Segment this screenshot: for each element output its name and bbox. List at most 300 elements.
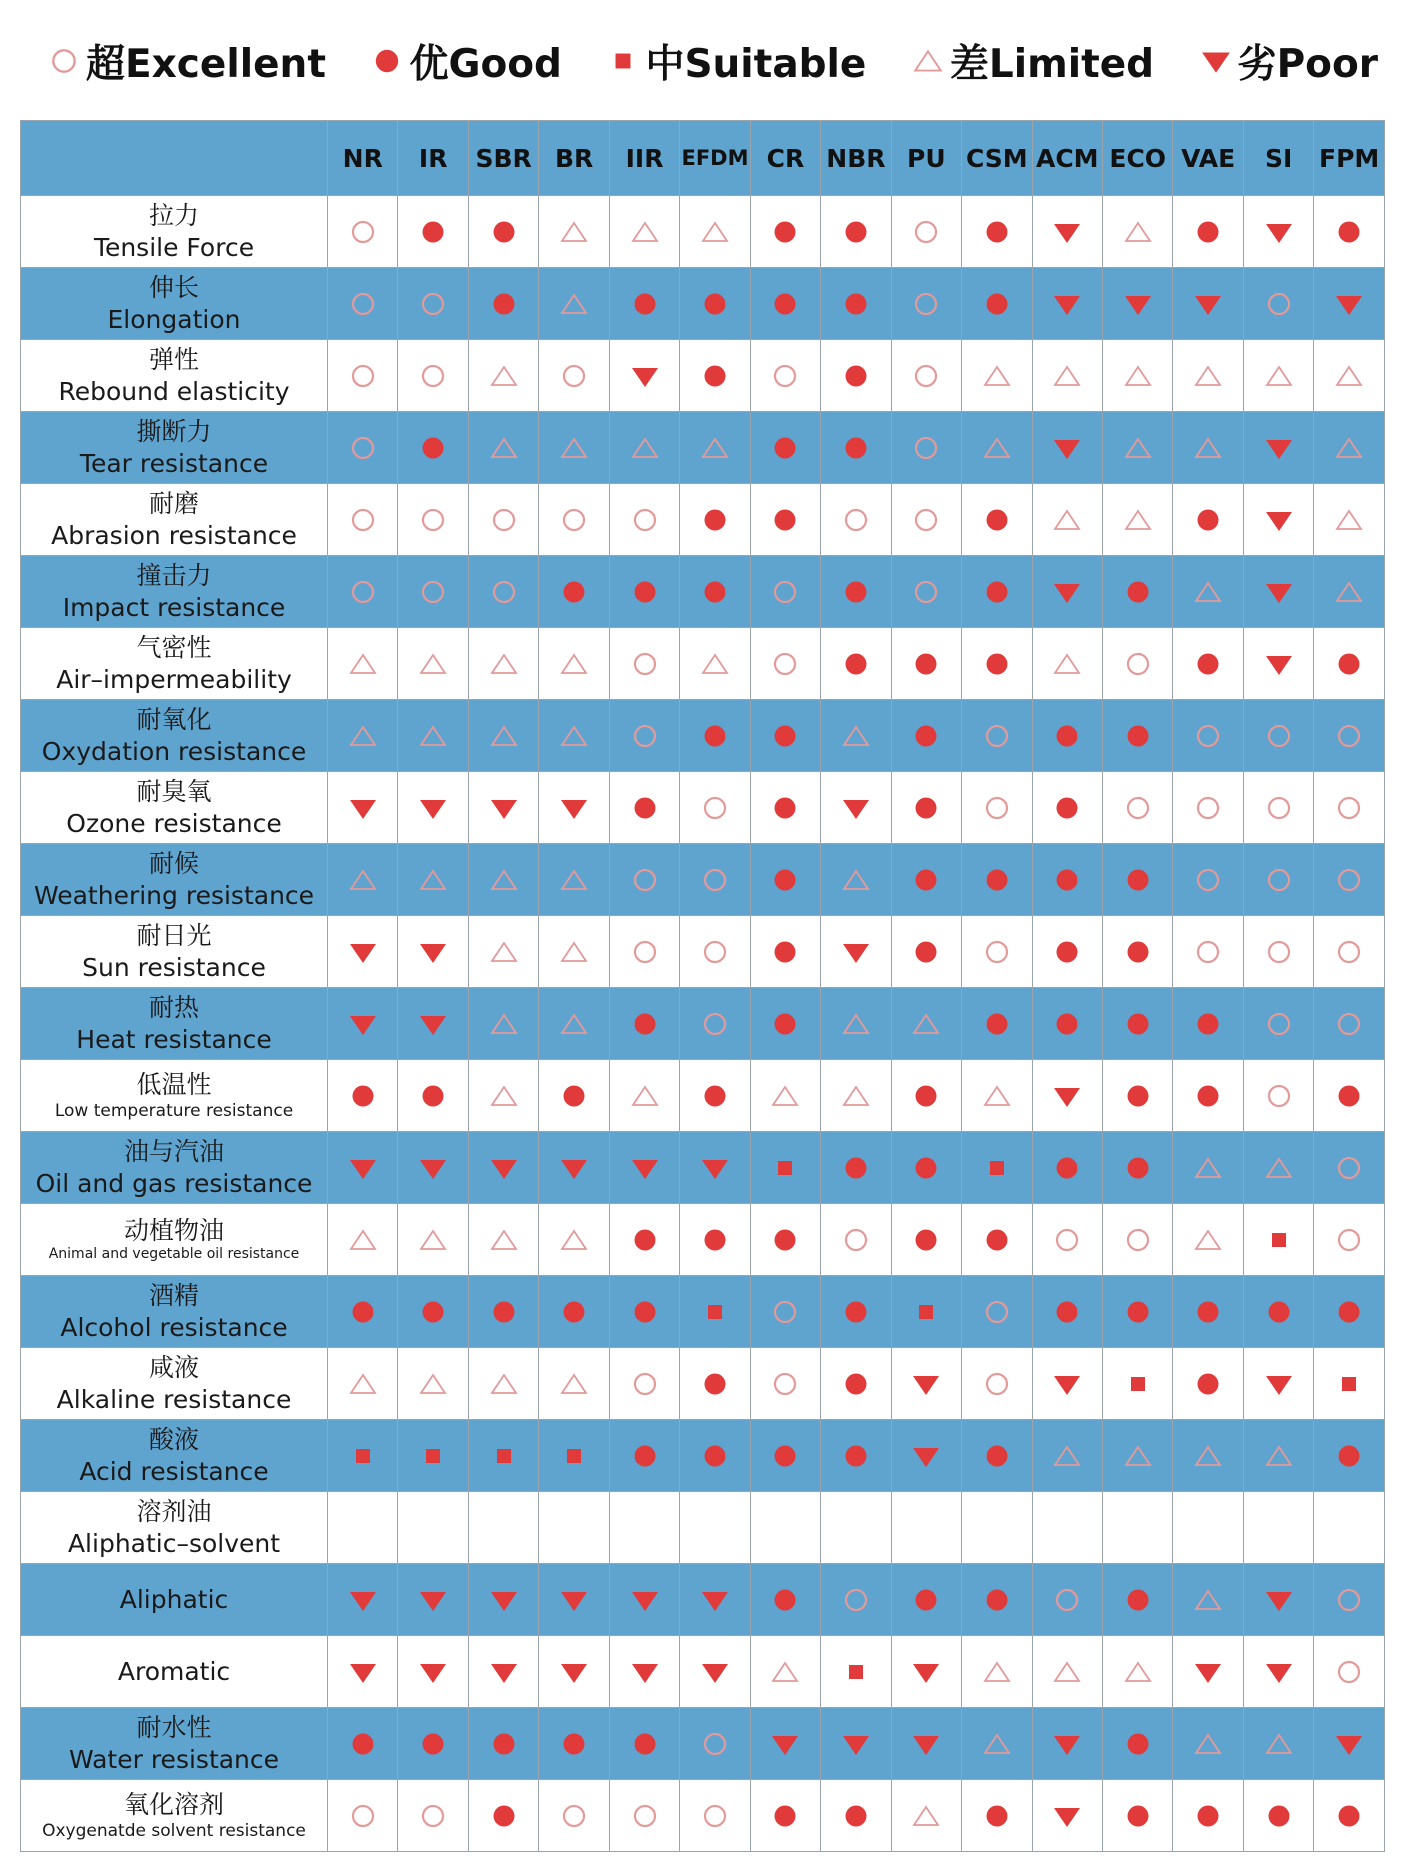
excellent-symbol-icon xyxy=(630,937,660,967)
good-symbol-icon xyxy=(700,721,730,751)
limited-symbol-icon xyxy=(911,1009,941,1039)
rating-cell xyxy=(891,484,961,556)
table-header-row xyxy=(21,121,1385,196)
property-name-cn: 撕断力 xyxy=(136,417,212,447)
good-symbol-icon xyxy=(418,433,448,463)
poor-symbol-icon xyxy=(1052,1081,1082,1111)
poor-symbol-icon xyxy=(418,937,448,967)
rating-cell xyxy=(1032,1204,1102,1276)
excellent-symbol-icon xyxy=(770,361,800,391)
poor-symbol-icon xyxy=(348,1009,378,1039)
excellent-symbol-icon xyxy=(1264,1009,1294,1039)
excellent-symbol-icon xyxy=(1334,1153,1364,1183)
poor-symbol-icon xyxy=(559,1153,589,1183)
rating-cell xyxy=(962,1420,1032,1492)
good-symbol-icon xyxy=(1123,1081,1153,1111)
limited-symbol-icon xyxy=(418,865,448,895)
good-symbol-icon xyxy=(841,1153,871,1183)
excellent-symbol-icon xyxy=(559,1801,589,1831)
excellent-symbol-icon xyxy=(911,217,941,247)
rating-cell xyxy=(539,484,609,556)
column-header-acm: ACM xyxy=(1032,121,1102,196)
good-symbol-icon xyxy=(1334,1801,1364,1831)
property-label-cell xyxy=(21,1060,328,1132)
excellent-symbol-icon xyxy=(841,1225,871,1255)
rating-cell xyxy=(539,1420,609,1492)
good-symbol-icon xyxy=(841,289,871,319)
property-label-cell xyxy=(21,1636,328,1708)
good-symbol-icon xyxy=(841,433,871,463)
good-symbol-icon xyxy=(1193,1081,1223,1111)
property-label-cell xyxy=(21,1780,328,1852)
good-symbol-icon xyxy=(1334,217,1364,247)
rating-cell xyxy=(962,1060,1032,1132)
good-symbol-icon xyxy=(1123,1729,1153,1759)
excellent-symbol-icon xyxy=(770,577,800,607)
excellent-symbol-icon xyxy=(770,649,800,679)
rating-cell xyxy=(398,772,468,844)
rating-cell xyxy=(821,1276,891,1348)
limited-symbol-icon xyxy=(1193,1729,1223,1759)
rating-cell xyxy=(1314,1132,1385,1204)
legend-label: 劣Poor xyxy=(1237,42,1378,87)
property-name-en: Ozone resistance xyxy=(66,808,282,838)
table-row xyxy=(21,772,1385,844)
rating-cell xyxy=(891,1636,961,1708)
rating-cell xyxy=(539,988,609,1060)
excellent-symbol-icon xyxy=(1264,1081,1294,1111)
rating-cell xyxy=(680,1780,750,1852)
excellent-symbol-icon xyxy=(700,1729,730,1759)
property-label-cell xyxy=(21,1708,328,1780)
rating-cell xyxy=(609,700,679,772)
rating-cell xyxy=(609,1348,679,1420)
excellent-symbol-icon xyxy=(911,433,941,463)
limited-symbol-icon xyxy=(1334,505,1364,535)
rating-cell xyxy=(398,1276,468,1348)
excellent-symbol-icon xyxy=(770,1369,800,1399)
column-header-cr: CR xyxy=(750,121,820,196)
limited-symbol-icon xyxy=(1193,433,1223,463)
rating-cell xyxy=(1314,700,1385,772)
rating-cell xyxy=(609,556,679,628)
rating-cell xyxy=(468,1564,538,1636)
rating-cell xyxy=(750,1132,820,1204)
rating-cell xyxy=(1032,1060,1102,1132)
good-symbol-icon xyxy=(1193,1369,1223,1399)
rating-cell xyxy=(1103,1348,1173,1420)
rating-cell xyxy=(468,268,538,340)
rating-cell xyxy=(1103,700,1173,772)
rating-cell xyxy=(328,268,398,340)
good-symbol-icon xyxy=(911,1153,941,1183)
good-symbol-icon xyxy=(982,1441,1012,1471)
rating-cell xyxy=(609,1780,679,1852)
rating-cell xyxy=(398,844,468,916)
limited-symbol-icon xyxy=(348,865,378,895)
rating-cell xyxy=(539,340,609,412)
rating-cell xyxy=(1314,1276,1385,1348)
rating-cell xyxy=(328,1060,398,1132)
rating-cell xyxy=(609,1276,679,1348)
rating-cell xyxy=(609,628,679,700)
table-row xyxy=(21,1564,1385,1636)
good-symbol-icon xyxy=(700,1369,730,1399)
good-symbol-icon xyxy=(770,433,800,463)
rating-cell xyxy=(680,412,750,484)
rating-cell xyxy=(1314,556,1385,628)
property-label-cell xyxy=(21,412,328,484)
good-symbol-icon xyxy=(1193,1801,1223,1831)
rating-cell xyxy=(680,1420,750,1492)
excellent-symbol-icon xyxy=(982,1369,1012,1399)
rating-cell xyxy=(328,772,398,844)
property-name-en: Impact resistance xyxy=(62,592,286,622)
rating-cell xyxy=(398,1420,468,1492)
rating-cell xyxy=(680,484,750,556)
legend-item-excellent xyxy=(48,33,326,89)
property-name-en: Aliphatic–solvent xyxy=(67,1528,281,1558)
excellent-symbol-icon xyxy=(1264,793,1294,823)
rating-cell xyxy=(1032,268,1102,340)
good-symbol-icon xyxy=(770,1441,800,1471)
rating-cell xyxy=(468,1708,538,1780)
property-label-cell xyxy=(21,1564,328,1636)
good-symbol-icon xyxy=(1123,1009,1153,1039)
suitable-symbol-icon xyxy=(841,1657,871,1687)
property-name-cn: 气密性 xyxy=(136,633,212,663)
rating-cell xyxy=(680,196,750,268)
good-symbol-icon xyxy=(1334,1441,1364,1471)
good-symbol-icon xyxy=(1123,577,1153,607)
legend-label: 超Excellent xyxy=(86,42,326,87)
limited-symbol-icon xyxy=(1334,361,1364,391)
excellent-symbol-icon xyxy=(630,505,660,535)
rating-cell xyxy=(1103,916,1173,988)
rating-cell xyxy=(1032,484,1102,556)
legend xyxy=(48,30,1378,92)
rating-cell xyxy=(328,628,398,700)
rating-cell xyxy=(1103,988,1173,1060)
rating-cell xyxy=(468,844,538,916)
rating-cell xyxy=(1173,988,1243,1060)
good-symbol-icon xyxy=(770,217,800,247)
rating-cell xyxy=(1103,1060,1173,1132)
legend-item-poor xyxy=(1200,33,1378,89)
excellent-symbol-icon xyxy=(770,1297,800,1327)
good-symbol-icon xyxy=(770,937,800,967)
good-symbol-icon xyxy=(630,577,660,607)
rating-cell xyxy=(468,1780,538,1852)
poor-symbol-icon xyxy=(630,1585,660,1615)
rating-cell xyxy=(962,1636,1032,1708)
rating-cell xyxy=(539,196,609,268)
rating-cell xyxy=(821,268,891,340)
rating-cell xyxy=(1314,1780,1385,1852)
rating-cell xyxy=(328,1276,398,1348)
rating-cell xyxy=(891,1204,961,1276)
rating-cell xyxy=(1032,340,1102,412)
rating-cell xyxy=(962,340,1032,412)
table-row xyxy=(21,1132,1385,1204)
rating-cell xyxy=(891,268,961,340)
rating-cell xyxy=(468,916,538,988)
column-header-pu: PU xyxy=(891,121,961,196)
rating-cell xyxy=(1173,1060,1243,1132)
rating-cell xyxy=(1314,916,1385,988)
poor-symbol-icon xyxy=(418,1153,448,1183)
limited-symbol-icon xyxy=(559,649,589,679)
excellent-symbol-icon xyxy=(348,577,378,607)
rating-cell xyxy=(398,628,468,700)
rating-cell xyxy=(539,556,609,628)
property-name-en: Sun resistance xyxy=(82,952,266,982)
rating-cell xyxy=(680,268,750,340)
column-header-si: SI xyxy=(1243,121,1313,196)
rating-cell xyxy=(328,1564,398,1636)
rating-cell xyxy=(468,1276,538,1348)
good-symbol-icon xyxy=(982,865,1012,895)
suitable-symbol-icon xyxy=(982,1153,1012,1183)
good-symbol-icon xyxy=(1334,1081,1364,1111)
rating-cell xyxy=(680,1060,750,1132)
suitable-symbol-icon xyxy=(348,1441,378,1471)
property-name-en: Tear resistance xyxy=(79,448,269,478)
limited-symbol-icon xyxy=(559,433,589,463)
property-name-cn: 低温性 xyxy=(136,1070,212,1100)
rating-cell xyxy=(1243,1636,1313,1708)
rating-cell xyxy=(1314,1492,1385,1564)
good-symbol-icon xyxy=(1334,649,1364,679)
table-row xyxy=(21,484,1385,556)
table-row xyxy=(21,916,1385,988)
rating-cell xyxy=(1173,916,1243,988)
good-symbol-icon xyxy=(911,793,941,823)
poor-symbol-icon xyxy=(630,1153,660,1183)
excellent-symbol-icon xyxy=(1334,793,1364,823)
property-name-cn: 撞击力 xyxy=(136,561,212,591)
poor-symbol-icon xyxy=(1264,577,1294,607)
good-symbol-icon xyxy=(559,1729,589,1759)
rating-cell xyxy=(750,1348,820,1420)
poor-symbol-icon xyxy=(1334,289,1364,319)
rating-cell xyxy=(468,1636,538,1708)
limited-symbol-icon xyxy=(559,1009,589,1039)
excellent-symbol-icon xyxy=(700,937,730,967)
good-symbol-icon xyxy=(630,1297,660,1327)
rating-cell xyxy=(468,556,538,628)
rating-cell xyxy=(1032,916,1102,988)
limited-symbol-icon xyxy=(1052,649,1082,679)
rating-cell xyxy=(962,268,1032,340)
limited-symbol-icon xyxy=(559,289,589,319)
good-symbol-icon xyxy=(982,1225,1012,1255)
limited-symbol-icon xyxy=(1123,1657,1153,1687)
rating-cell xyxy=(680,844,750,916)
rating-cell xyxy=(962,1780,1032,1852)
rating-cell xyxy=(1243,412,1313,484)
rating-cell xyxy=(1243,1564,1313,1636)
rating-cell xyxy=(1103,340,1173,412)
rating-cell xyxy=(680,1132,750,1204)
table-row xyxy=(21,1060,1385,1132)
good-symbol-icon xyxy=(700,577,730,607)
good-symbol-icon xyxy=(1052,937,1082,967)
rating-cell xyxy=(609,1204,679,1276)
rating-cell xyxy=(609,484,679,556)
rating-cell xyxy=(1103,1420,1173,1492)
rating-cell xyxy=(328,1636,398,1708)
suitable-symbol-icon xyxy=(1334,1369,1364,1399)
rating-cell xyxy=(1243,1060,1313,1132)
rating-cell xyxy=(1173,1132,1243,1204)
excellent-symbol-icon xyxy=(418,361,448,391)
rating-cell xyxy=(1173,268,1243,340)
rating-cell xyxy=(1243,268,1313,340)
rating-cell xyxy=(750,1636,820,1708)
rating-cell xyxy=(398,340,468,412)
good-symbol-icon xyxy=(559,1081,589,1111)
limited-symbol-icon xyxy=(1052,1441,1082,1471)
excellent-symbol-icon xyxy=(841,505,871,535)
rating-cell xyxy=(1103,1492,1173,1564)
table-row xyxy=(21,1348,1385,1420)
limited-symbol-icon xyxy=(418,1369,448,1399)
rating-cell xyxy=(962,1492,1032,1564)
rating-cell xyxy=(1243,844,1313,916)
poor-symbol-icon xyxy=(1264,1657,1294,1687)
excellent-symbol-icon xyxy=(982,721,1012,751)
good-symbol-icon xyxy=(770,1585,800,1615)
rating-cell xyxy=(1173,844,1243,916)
rating-cell xyxy=(821,484,891,556)
poor-symbol-icon xyxy=(700,1153,730,1183)
rating-cell xyxy=(962,412,1032,484)
property-name-en: Rebound elasticity xyxy=(58,376,290,406)
excellent-symbol-icon xyxy=(348,289,378,319)
rating-cell xyxy=(468,1060,538,1132)
poor-symbol-icon xyxy=(559,793,589,823)
excellent-symbol-icon xyxy=(348,217,378,247)
rating-cell xyxy=(962,484,1032,556)
rating-cell xyxy=(821,700,891,772)
poor-symbol-icon xyxy=(489,1657,519,1687)
rating-cell xyxy=(468,1492,538,1564)
rating-cell xyxy=(468,1348,538,1420)
excellent-symbol-icon xyxy=(700,865,730,895)
rating-cell xyxy=(962,700,1032,772)
excellent-symbol-icon xyxy=(911,361,941,391)
excellent-symbol-icon xyxy=(418,289,448,319)
excellent-symbol-icon xyxy=(1334,1009,1364,1039)
rating-cell xyxy=(468,628,538,700)
rubber-properties-table xyxy=(20,120,1385,1852)
rating-cell xyxy=(328,1132,398,1204)
good-symbol-icon xyxy=(700,1225,730,1255)
table-row xyxy=(21,412,1385,484)
legend-label: 优Good xyxy=(409,42,562,87)
good-symbol-icon xyxy=(982,577,1012,607)
limited-symbol-icon xyxy=(559,937,589,967)
rating-cell xyxy=(1103,196,1173,268)
limited-symbol-icon xyxy=(841,721,871,751)
limited-symbol-icon xyxy=(982,1081,1012,1111)
rating-cell xyxy=(328,844,398,916)
rating-cell xyxy=(1103,1204,1173,1276)
rating-cell xyxy=(891,1708,961,1780)
column-header-iir: IIR xyxy=(609,121,679,196)
rating-cell xyxy=(398,1204,468,1276)
rating-cell xyxy=(821,988,891,1060)
good-symbol-icon xyxy=(982,1585,1012,1615)
rating-cell xyxy=(680,1204,750,1276)
good-symbol-icon xyxy=(1264,1297,1294,1327)
good-symbol-icon xyxy=(911,865,941,895)
table-row xyxy=(21,1708,1385,1780)
good-symbol-icon xyxy=(700,1081,730,1111)
rating-cell xyxy=(962,844,1032,916)
rating-cell xyxy=(821,916,891,988)
rating-cell xyxy=(398,1060,468,1132)
rating-cell xyxy=(1032,772,1102,844)
good-symbol-icon xyxy=(418,1297,448,1327)
rating-cell xyxy=(539,412,609,484)
rating-cell xyxy=(1173,556,1243,628)
property-name-en: Acid resistance xyxy=(79,1456,269,1486)
rating-cell xyxy=(398,196,468,268)
table-row xyxy=(21,268,1385,340)
rating-cell xyxy=(1103,412,1173,484)
rating-cell xyxy=(539,1132,609,1204)
good-symbol-icon xyxy=(1052,1297,1082,1327)
rating-cell xyxy=(1173,1564,1243,1636)
excellent-symbol-icon xyxy=(489,505,519,535)
rating-cell xyxy=(891,844,961,916)
excellent-symbol-icon xyxy=(1193,865,1223,895)
poor-symbol-icon xyxy=(1334,1729,1364,1759)
property-name-en: Low temperature resistance xyxy=(54,1100,294,1121)
rating-cell xyxy=(1032,1636,1102,1708)
table-row xyxy=(21,628,1385,700)
property-name-cn: 耐水性 xyxy=(136,1713,212,1743)
rating-cell xyxy=(1243,484,1313,556)
column-header-nbr: NBR xyxy=(821,121,891,196)
rating-cell xyxy=(1032,1780,1102,1852)
property-name-en: Weathering resistance xyxy=(33,880,315,910)
excellent-symbol-icon xyxy=(418,1801,448,1831)
rating-cell xyxy=(1243,1204,1313,1276)
good-symbol-icon xyxy=(770,289,800,319)
rating-cell xyxy=(1103,1132,1173,1204)
excellent-symbol-icon xyxy=(418,505,448,535)
limited-symbol-icon xyxy=(559,1225,589,1255)
good-symbol-icon xyxy=(559,1297,589,1327)
rating-cell xyxy=(891,628,961,700)
good-symbol-icon xyxy=(982,649,1012,679)
limited-symbol-icon xyxy=(700,217,730,247)
rating-cell xyxy=(468,1132,538,1204)
limited-symbol-icon xyxy=(770,1657,800,1687)
poor-symbol-icon xyxy=(700,1657,730,1687)
rating-cell xyxy=(609,772,679,844)
limited-symbol-icon xyxy=(489,1225,519,1255)
rating-cell xyxy=(398,556,468,628)
rating-cell xyxy=(962,556,1032,628)
rating-cell xyxy=(821,844,891,916)
rating-cell xyxy=(468,412,538,484)
rating-cell xyxy=(468,988,538,1060)
good-symbol-icon xyxy=(1052,1009,1082,1039)
